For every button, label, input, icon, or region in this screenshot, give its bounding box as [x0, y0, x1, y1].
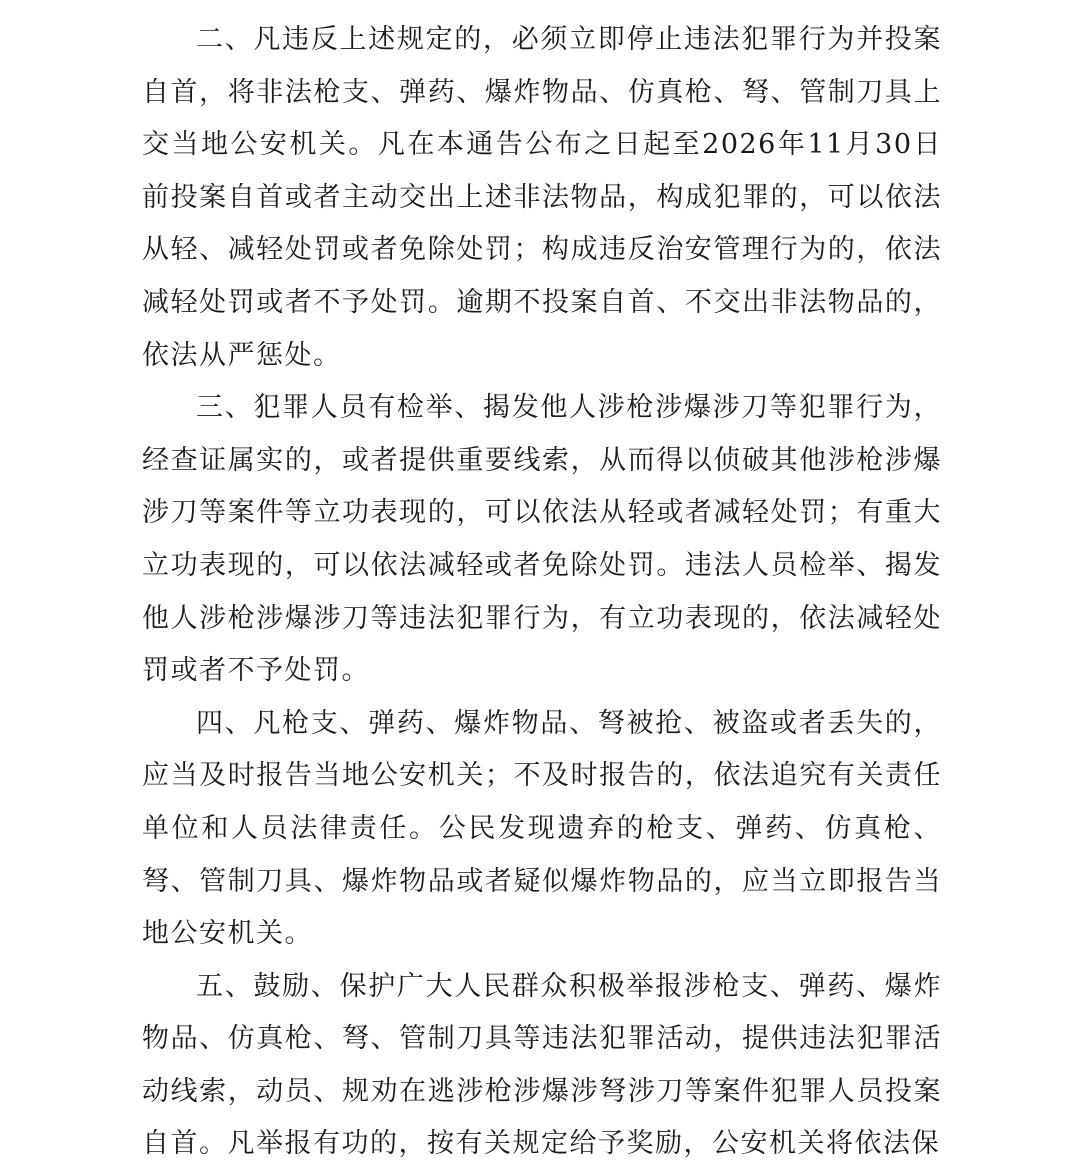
clause-3-paragraph: 三、犯罪人员有检举、揭发他人涉枪涉爆涉刀等犯罪行为，经查证属实的，或者提供重要线索，从而得以侦破其他涉枪涉爆涉刀等案件等立功表现的，可以依法从轻或者减轻处罚；有重大立功表现的，可以依法减轻或者免除处罚。违法人员检举、揭发他人涉枪涉爆涉刀等违法犯罪行为，有立功表现的，依法减轻处罚或者不予处罚。: [142, 392, 942, 687]
notice-body: [142, 14, 942, 1171]
clause-4-paragraph: 四、凡枪支、弹药、爆炸物品、弩被抢、被盗或者丢失的，应当及时报告当地公安机关；不及时报告的，依法追究有关责任单位和人员法律责任。公民发现遗弃的枪支、弹药、仿真枪、弩、管制刀具、爆炸物品或者疑似爆炸物品的，应当立即报告当地公安机关。: [142, 707, 942, 950]
clause-5-paragraph: 五、鼓励、保护广大人民群众积极举报涉枪支、弹药、爆炸物品、仿真枪、弩、管制刀具等违法犯罪活动，提供违法犯罪活动线索，动员、规劝在逃涉枪涉爆涉弩涉刀等案件犯罪人员投案自首。凡举报有功的，按有关规定给予奖励，公安机关将依法保: [142, 970, 942, 1160]
clause-2-paragraph: 二、凡违反上述规定的，必须立即停止违法犯罪行为并投案自首，将非法枪支、弹药、爆炸物品、仿真枪、弩、管制刀具上交当地公安机关。凡在本通告公布之日起至2026年11月30日前投案自首或者主动交出上述非法物品，构成犯罪的，可以依法从轻、减轻处罚或者免除处罚；构成违反治安管理行为的，依法减轻处罚或者不予处罚。逾期不投案自首、不交出非法物品的，依法从严惩处。: [142, 24, 942, 371]
